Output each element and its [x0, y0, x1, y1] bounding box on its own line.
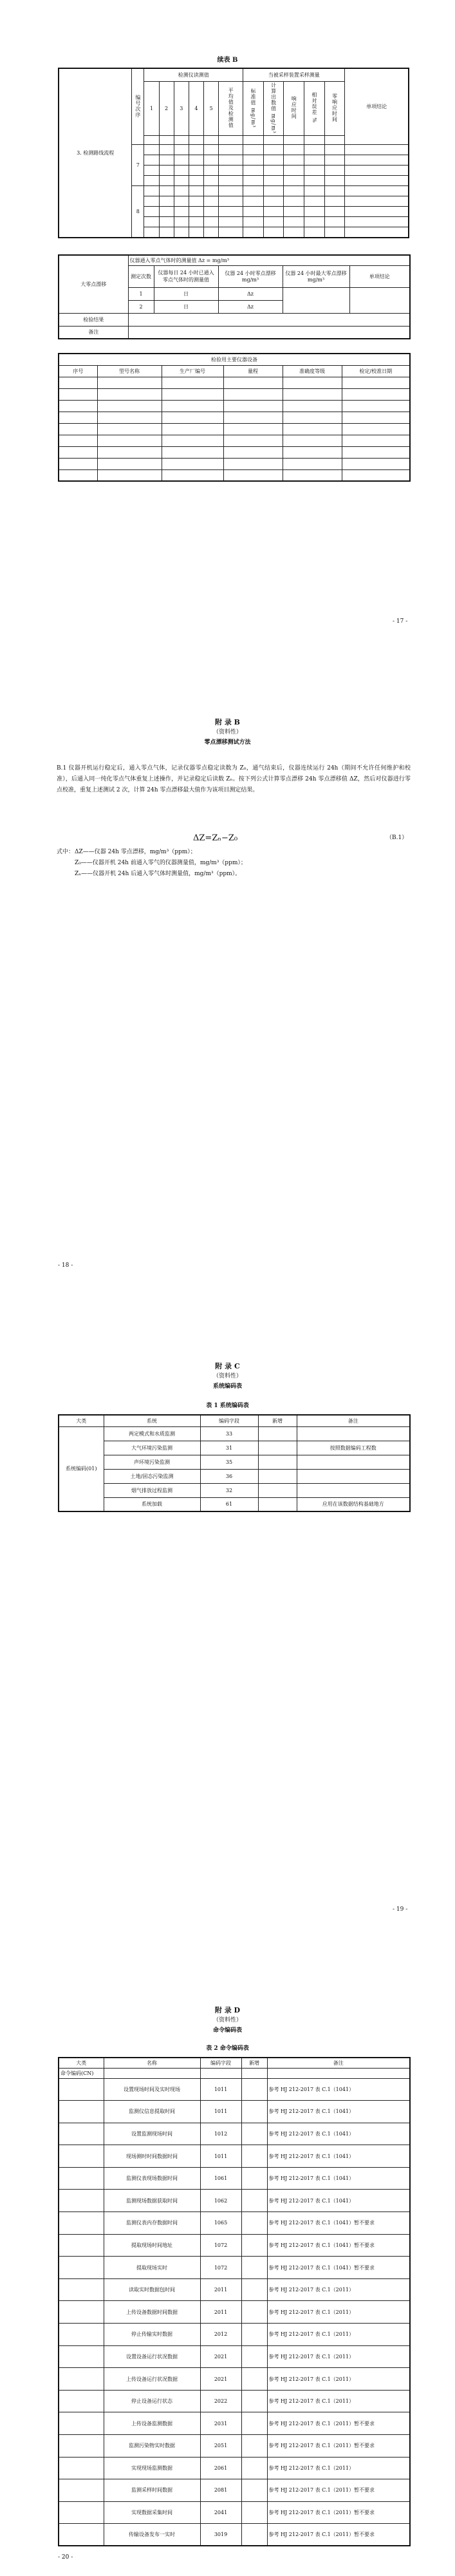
system-note: 应用在该数据结构基础地方	[297, 1497, 410, 1511]
command-code: 1062	[200, 2190, 241, 2212]
command-code: 2021	[200, 2368, 241, 2391]
note-label: 备注	[59, 326, 128, 339]
page-number: - 19 -	[393, 1906, 408, 1913]
table-row	[59, 2257, 410, 2279]
conclusion-header: 单项结论	[345, 68, 409, 145]
command-note: 参考 HJ 212-2017 表 C.1（2011）	[267, 2301, 410, 2324]
command-new	[241, 2123, 267, 2145]
zero-col-max: 仪器 24 小时最大零点漂移 mg/m³	[283, 265, 349, 287]
category-empty	[59, 2524, 104, 2546]
appendix-label: 附 录 C	[215, 1362, 240, 1370]
system-new	[258, 1441, 297, 1455]
category-empty	[59, 2324, 104, 2346]
equip-col: 型号名称	[97, 365, 162, 377]
category-cell: 命令编码(CN)	[59, 2068, 104, 2078]
appendix-type: （资料性）	[212, 729, 242, 735]
command-new	[241, 2501, 267, 2524]
table-row	[59, 2524, 410, 2546]
category-empty	[59, 2278, 104, 2301]
page-19	[0, 1288, 455, 1932]
check-result-label: 检验结果	[59, 313, 128, 326]
col-5: 5	[204, 81, 219, 136]
command-note: 参考 HJ 212-2017 表 C.1（2011）	[267, 2368, 410, 2391]
command-name: 实现现场监测数据	[104, 2457, 200, 2479]
system-new	[258, 1455, 297, 1469]
table-row	[59, 2190, 410, 2212]
system-code-table	[58, 1414, 411, 1512]
command-note: 参考 HJ 212-2017 表 C.1（1041）	[267, 2101, 410, 2123]
equip-title: 检验用主要仪器设备	[59, 354, 410, 365]
command-name: 监测污染物实时数据	[104, 2435, 200, 2458]
zero-col-times: 测定次数	[128, 265, 154, 287]
definition: Z₀——仪器开机 24h 前通入零气的仪器测量值，mg/m³（ppm）；	[75, 860, 246, 866]
system-name: 土地/固态污染监测	[104, 1469, 200, 1483]
command-name: 现场测时时间数据时间	[104, 2145, 200, 2168]
category-empty	[59, 2501, 104, 2524]
command-note: 参考 HJ 212-2017 表 C.1（1041）暂不要求	[267, 2257, 410, 2279]
command-name: 提取现场实时	[104, 2257, 200, 2279]
table-row	[59, 2479, 410, 2502]
command-new	[241, 2390, 267, 2412]
command-name: 监测采样时间数据	[104, 2479, 200, 2502]
appendix-title: 命令编码表	[212, 2027, 242, 2034]
table-title: 表 2 命令编码表	[206, 2045, 249, 2052]
command-code: 2011	[200, 2278, 241, 2301]
table-row	[59, 2278, 410, 2301]
system-code: 33	[200, 1426, 258, 1441]
category-empty	[59, 2479, 104, 2502]
command-name: 传输设备发布一实时	[104, 2524, 200, 2546]
col-header: 备注	[297, 1415, 410, 1426]
sampling-group-header: 当被采样装置采样测量	[243, 68, 345, 81]
table-row	[59, 2123, 410, 2145]
command-code: 1061	[200, 2167, 241, 2190]
command-name: 监测仪表现场数据时间	[104, 2167, 200, 2190]
reading-group-header: 检测仪读测值	[144, 68, 243, 81]
command-name: 停止设备运行状态	[104, 2390, 200, 2412]
command-note: 参考 HJ 212-2017 表 C.1（2011）暂不要求	[267, 2412, 410, 2435]
command-new	[241, 2212, 267, 2235]
system-name: 系统加载	[104, 1497, 200, 1511]
table-row	[59, 2435, 410, 2458]
command-note: 参考 HJ 212-2017 表 C.1（1041）暂不要求	[267, 2234, 410, 2257]
zero-col-drift: 仪器 24 小时零点漂移 mg/m³	[218, 265, 283, 287]
table-row	[59, 2101, 410, 2123]
formula: ΔZ=Zₙ−Z₀	[193, 833, 238, 843]
command-code: 2051	[200, 2435, 241, 2458]
command-new	[241, 2435, 267, 2458]
command-new	[241, 2412, 267, 2435]
command-note: 参考 HJ 212-2017 表 C.1（1041）	[267, 2123, 410, 2145]
command-code: 1065	[200, 2212, 241, 2235]
test-record-table	[58, 68, 409, 238]
category-cell: 系统编码(01)	[59, 1426, 104, 1511]
col-header: 系统	[104, 1415, 200, 1426]
std-header: 标准值 mg/m³	[250, 88, 257, 128]
command-new	[241, 2257, 267, 2279]
definition: ΔZ——仪器 24h 零点漂移，mg/m³（ppm）；	[75, 849, 196, 855]
equip-col: 生产厂编号	[162, 365, 223, 377]
command-code: 1072	[200, 2234, 241, 2257]
command-new	[241, 2524, 267, 2546]
command-code: 2011	[200, 2301, 241, 2324]
system-name: 声环境污染监测	[104, 1455, 200, 1469]
command-new	[241, 2145, 267, 2168]
row-num-7: 7	[132, 145, 144, 186]
category-empty	[59, 2412, 104, 2435]
command-note: 参考 HJ 212-2017 表 C.1（1041）暂不要求	[267, 2212, 410, 2235]
row-num-8: 8	[132, 186, 144, 238]
command-new	[241, 2345, 267, 2368]
command-new	[241, 2301, 267, 2324]
command-name: 实现数据采集时间	[104, 2501, 200, 2524]
command-new	[241, 2167, 267, 2190]
category-empty	[59, 2123, 104, 2145]
command-new	[241, 2278, 267, 2301]
category-empty	[59, 2368, 104, 2391]
system-name: 烟气排放过程监测	[104, 1483, 200, 1497]
equip-col: 量程	[223, 365, 283, 377]
equip-col: 检定/校准日期	[342, 365, 410, 377]
category-empty	[59, 2345, 104, 2368]
command-note: 参考 HJ 212-2017 表 C.1（2011）暂不要求	[267, 2524, 410, 2546]
command-new	[241, 2101, 267, 2123]
command-note: 参考 HJ 212-2017 表 C.1（2011）	[267, 2390, 410, 2412]
command-note: 参考 HJ 212-2017 表 C.1（1041）	[267, 2167, 410, 2190]
equip-col: 序号	[59, 365, 97, 377]
system-code: 36	[200, 1469, 258, 1483]
command-note: 参考 HJ 212-2017 表 C.1（2011）	[267, 2278, 410, 2301]
command-new	[241, 2457, 267, 2479]
col-header: 大类	[59, 2058, 104, 2068]
command-name: 设置现场时间及实时现场	[104, 2078, 200, 2101]
col-1: 1	[144, 81, 159, 136]
system-code: 35	[200, 1455, 258, 1469]
command-new	[241, 2190, 267, 2212]
table-row	[59, 2234, 410, 2257]
page-number: - 18 -	[58, 1262, 73, 1269]
category-empty	[59, 2435, 104, 2458]
category-empty	[59, 2457, 104, 2479]
zero-row-n: 2	[128, 300, 154, 313]
where-label: 式中：	[57, 849, 75, 855]
table-row	[59, 2457, 410, 2479]
category-empty	[59, 2078, 104, 2101]
command-note: 参考 HJ 212-2017 表 C.1（1041）	[267, 2190, 410, 2212]
col-3: 3	[174, 81, 189, 136]
zero-label: 大零点漂移	[59, 255, 128, 313]
table-row	[59, 2078, 410, 2101]
page-20	[0, 1932, 455, 2576]
appendix-label: 附 录 B	[215, 718, 240, 726]
page-17	[0, 0, 455, 644]
system-note	[297, 1483, 410, 1497]
calc-header: 计算出数值 mg/m³	[270, 82, 277, 134]
zero-row-d: Δz	[218, 300, 283, 313]
col-header: 编码字段	[200, 2058, 241, 2068]
equipment-table	[58, 353, 411, 482]
table-row	[59, 2345, 410, 2368]
system-note	[297, 1426, 410, 1441]
command-name: 读取实时数据包时间	[104, 2278, 200, 2301]
time-header: 零响应时间	[331, 93, 338, 122]
command-note: 参考 HJ 212-2017 表 C.1（2011）暂不要求	[267, 2479, 410, 2502]
command-code: 2061	[200, 2457, 241, 2479]
command-name: 提取现场时间地址	[104, 2234, 200, 2257]
table-row	[59, 2501, 410, 2524]
command-note: 参考 HJ 212-2017 表 C.1（2011）暂不要求	[267, 2435, 410, 2458]
appendix-type: （资料性）	[212, 1373, 242, 1379]
col-header: 编码字段	[200, 1415, 258, 1426]
page-number: - 17 -	[393, 618, 408, 625]
category-empty	[59, 2167, 104, 2190]
col-header: 新增	[258, 1415, 297, 1426]
zero-row-v: 日	[154, 300, 218, 313]
system-new	[258, 1497, 297, 1511]
command-code: 1012	[200, 2123, 241, 2145]
resp-header: 响应时间	[291, 96, 297, 120]
page-18	[0, 644, 455, 1288]
category-empty	[59, 2301, 104, 2324]
command-name: 设置监测现场时间	[104, 2123, 200, 2145]
command-code: 1072	[200, 2257, 241, 2279]
table-row	[59, 2324, 410, 2346]
command-code: 2041	[200, 2501, 241, 2524]
table-title: 续表 B	[217, 57, 238, 64]
system-new	[258, 1469, 297, 1483]
table-row	[59, 2212, 410, 2235]
rel-header: 相对误差 %	[311, 92, 317, 124]
col-2: 2	[159, 81, 174, 136]
system-code: 31	[200, 1441, 258, 1455]
system-code: 61	[200, 1497, 258, 1511]
command-code: 2022	[200, 2390, 241, 2412]
command-code-table	[58, 2057, 411, 2546]
system-new	[258, 1426, 297, 1441]
command-new	[241, 2324, 267, 2346]
command-note: 参考 HJ 212-2017 表 C.1（2011）	[267, 2345, 410, 2368]
command-new	[241, 2234, 267, 2257]
command-name: 设置设备运行状况数据	[104, 2345, 200, 2368]
definition: Zₙ——仪器开机 24h 后通入零气体时测量值，mg/m³（ppm）。	[75, 871, 241, 877]
command-name: 停止传输实时数据	[104, 2324, 200, 2346]
command-code: 1011	[200, 2101, 241, 2123]
command-code: 2012	[200, 2324, 241, 2346]
equip-col: 准确度等级	[283, 365, 342, 377]
command-name: 上传设备监测数据	[104, 2412, 200, 2435]
command-note: 参考 HJ 212-2017 表 C.1（2011）暂不要求	[267, 2501, 410, 2524]
table-row	[59, 2167, 410, 2190]
col-header: 新增	[241, 2058, 267, 2068]
zero-row-d: Δz	[218, 287, 283, 300]
table-row	[59, 2145, 410, 2168]
category-empty	[59, 2101, 104, 2123]
page-number: - 20 -	[58, 2554, 73, 2561]
col-header: 名称	[104, 2058, 200, 2068]
col-header: 备注	[267, 2058, 410, 2068]
order-header: 编号次序	[135, 94, 141, 118]
command-note: 参考 HJ 212-2017 表 C.1（2011）	[267, 2457, 410, 2479]
command-code: 1011	[200, 2145, 241, 2168]
command-code: 1011	[200, 2078, 241, 2101]
command-code: 2081	[200, 2479, 241, 2502]
appendix-title: 零点漂移测试方法	[204, 739, 251, 746]
table-row	[59, 2390, 410, 2412]
section-label: 3. 检测路线流程	[59, 68, 132, 238]
system-note	[297, 1455, 410, 1469]
zero-drift-table	[58, 254, 411, 339]
category-empty	[59, 2190, 104, 2212]
zero-row-n: 1	[128, 287, 154, 300]
command-note: 参考 HJ 212-2017 表 C.1（1041）	[267, 2078, 410, 2101]
command-code: 2031	[200, 2412, 241, 2435]
category-empty	[59, 2234, 104, 2257]
table-title: 表 1 系统编码表	[206, 1403, 249, 1409]
command-name: 上传设备数据时间数据	[104, 2301, 200, 2324]
command-name: 监测仪信息提取时间	[104, 2101, 200, 2123]
command-name: 监测现场数据获取时间	[104, 2190, 200, 2212]
command-code: 3019	[200, 2524, 241, 2546]
equation-number: （B.1）	[386, 835, 408, 841]
category-empty	[59, 2212, 104, 2235]
command-new	[241, 2078, 267, 2101]
col-4: 4	[189, 81, 203, 136]
system-note: 按照数据编码工程数	[297, 1441, 410, 1455]
zero-row-v: 日	[154, 287, 218, 300]
zero-header: 仪器通入零点气体时的测量值 Δz = mg/m³	[128, 255, 410, 265]
command-code: 2021	[200, 2345, 241, 2368]
system-name: 大气环境污染监测	[104, 1441, 200, 1455]
command-new	[241, 2479, 267, 2502]
method-paragraph: B.1 仪器开机运行稳定后，通入零点气体，记录仪器零点稳定读数为 Z₀，通气结束后，仪器连续运行 24h（期间不允许任何维护和校准），后通入同一纯化零点气体重复上述操作，并记录稳定后读数 Zₙ。按下列公式计算零点漂移 24h 零点漂移值 ΔZ，然后对仪器进行零点校准，重复上述测试 2 次，计算 24h 零点漂移最大值作为该项目测定结果。	[57, 765, 411, 794]
col-header: 大类	[59, 1415, 104, 1426]
system-code: 32	[200, 1483, 258, 1497]
category-empty	[59, 2257, 104, 2279]
command-name: 上传设备运行状况数据	[104, 2368, 200, 2391]
system-name: 两定模式和水质监测	[104, 1426, 200, 1441]
command-note: 参考 HJ 212-2017 表 C.1（2011）	[267, 2324, 410, 2346]
appendix-label: 附 录 D	[214, 2006, 241, 2014]
appendix-title: 系统编码表	[212, 1383, 242, 1390]
table-row	[59, 2412, 410, 2435]
zero-col-conclusion: 单项结论	[349, 265, 410, 287]
system-new	[258, 1483, 297, 1497]
command-name: 监测仪表内存数据时间	[104, 2212, 200, 2235]
command-note: 参考 HJ 212-2017 表 C.1（1041）	[267, 2145, 410, 2168]
zero-col-value: 仪器每日 24 小时已通入零点气体时的测量值	[154, 265, 218, 287]
command-new	[241, 2368, 267, 2391]
avg-header: 平均值及检测值	[228, 87, 234, 128]
table-row	[59, 2368, 410, 2391]
category-empty	[59, 2145, 104, 2168]
system-note	[297, 1469, 410, 1483]
category-empty	[59, 2390, 104, 2412]
table-row	[59, 2301, 410, 2324]
appendix-type: （资料性）	[212, 2017, 242, 2023]
